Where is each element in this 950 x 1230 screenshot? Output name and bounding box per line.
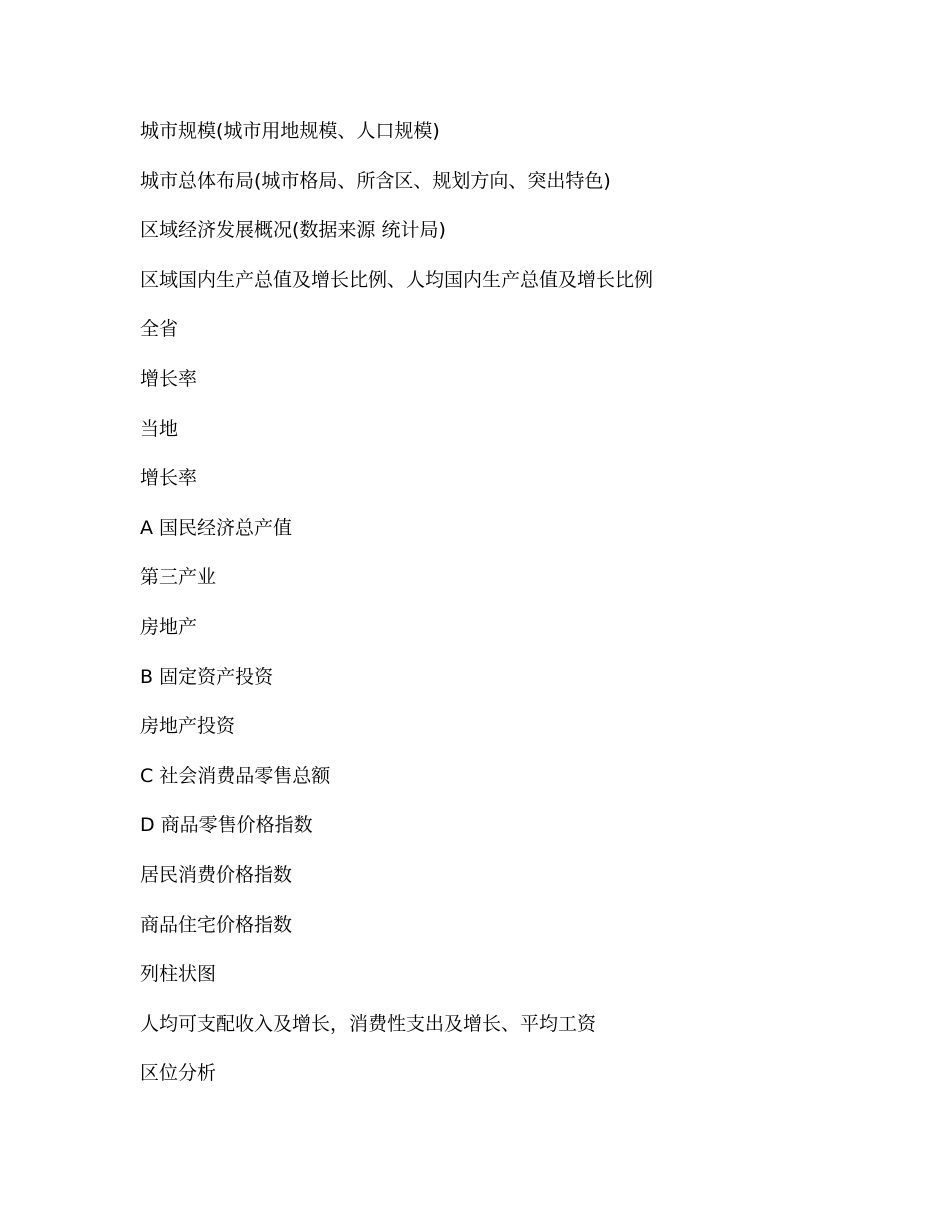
text-line-fixed-asset-investment: B 固定资产投资: [140, 665, 274, 688]
text-line-income-expenditure: 人均可支配收入及增长，消费性支出及增长、平均工资: [140, 1012, 597, 1035]
text-line-housing-price-index: 商品住宅价格指数: [140, 913, 293, 936]
text-line-local: 当地: [140, 417, 179, 440]
text-line-retail-sales: C 社会消费品零售总额: [140, 764, 331, 787]
text-line-cpi: 居民消费价格指数: [140, 863, 293, 886]
text-line-location-analysis: 区位分析: [140, 1062, 217, 1085]
text-line-growth-rate: 增长率: [140, 367, 198, 390]
text-line-gross-output: A 国民经济总产值: [140, 516, 293, 539]
text-line-retail-price-index: D 商品零售价格指数: [140, 814, 313, 837]
text-line-regional-economy: 区域经济发展概况(数据来源 统计局): [140, 219, 446, 242]
text-line-real-estate: 房地产: [140, 615, 198, 638]
text-line-real-estate-investment: 房地产投资: [140, 715, 236, 738]
text-line-city-scale: 城市规模(城市用地规模、人口规模): [140, 120, 440, 142]
document-body: [140, 117, 653, 1109]
text-line-gdp-growth: 区域国内生产总值及增长比例、人均国内生产总值及增长比例: [140, 268, 654, 291]
text-line-bar-chart: 列柱状图: [140, 963, 217, 986]
text-line-tertiary-industry: 第三产业: [140, 566, 217, 589]
text-line-city-layout: 城市总体布局(城市格局、所含区、规划方向、突出特色): [140, 169, 611, 192]
text-line-growth-rate: 增长率: [140, 467, 198, 490]
text-line-province: 全省: [140, 318, 179, 341]
